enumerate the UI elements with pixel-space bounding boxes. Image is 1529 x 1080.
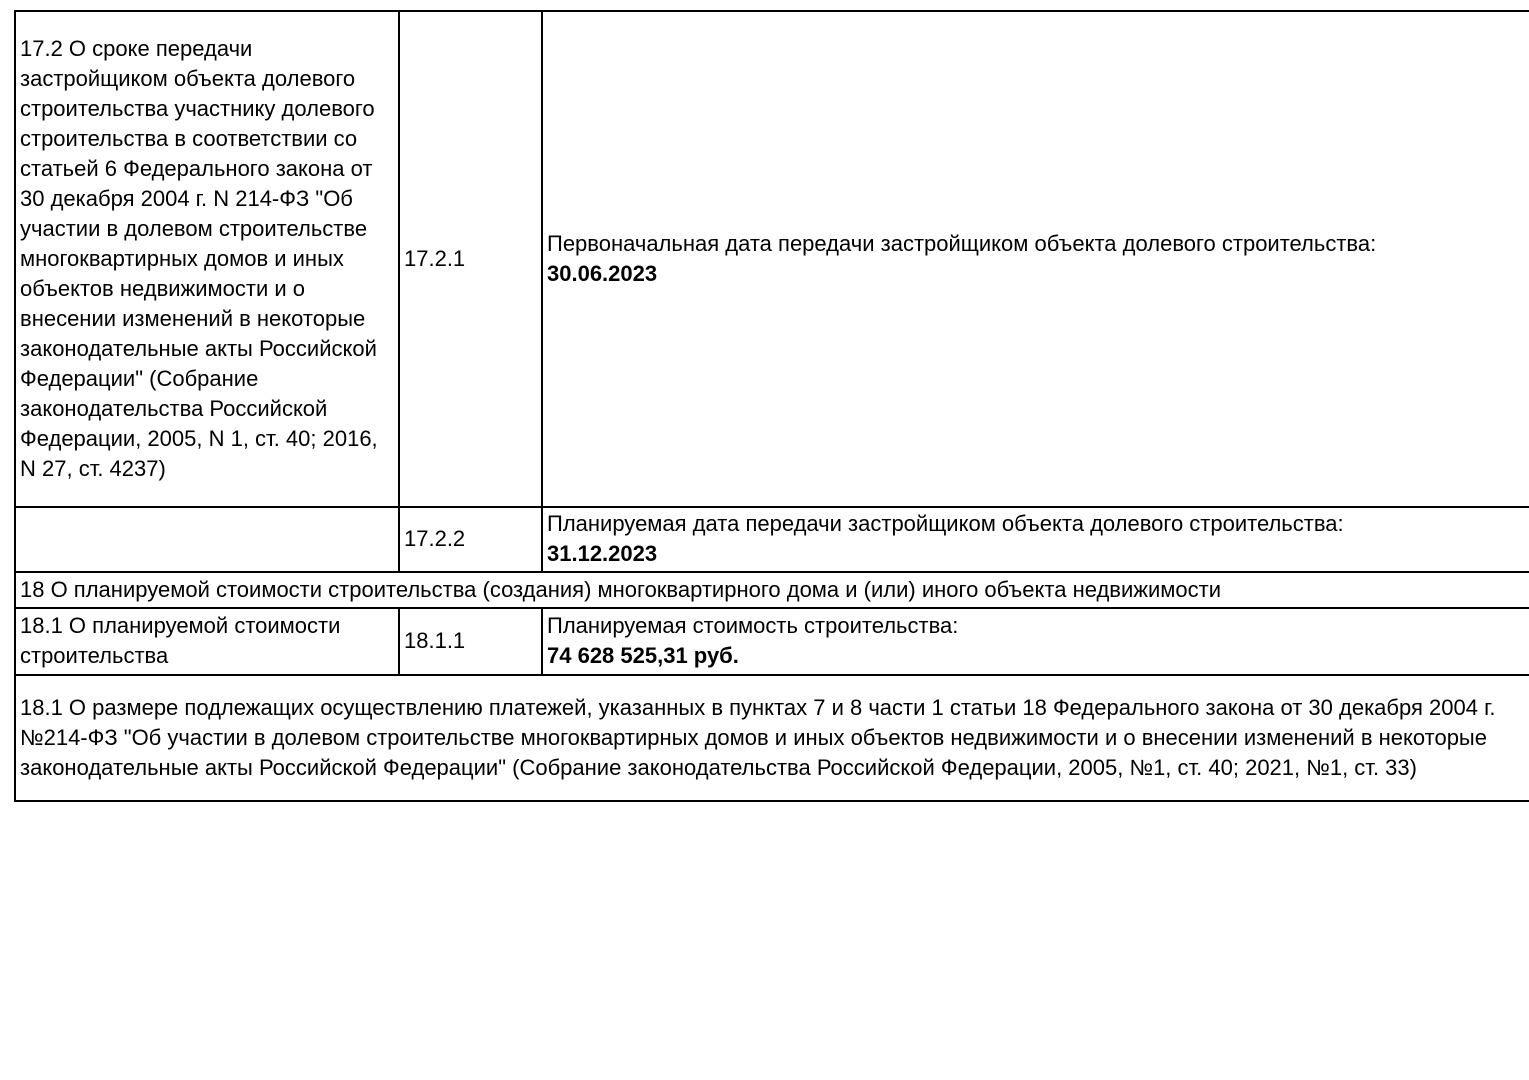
item-number-cell-17-2-2: 17.2.2 xyxy=(399,507,542,572)
field-value-initial-transfer-date: 30.06.2023 xyxy=(547,260,658,286)
item-number-cell-18-1-1: 18.1.1 xyxy=(399,608,542,675)
field-label-planned-cost: Планируемая стоимость строительства: xyxy=(547,613,959,638)
item-content-cell-17-2-2 xyxy=(542,507,1529,572)
item-content-cell-18-1-1 xyxy=(542,608,1529,675)
item-number-cell-17-2-1: 17.2.1 xyxy=(399,11,542,507)
section-18-header-cell: 18 О планируемой стоимости строительства (создания) многоквартирного дома и (или) иного объекта недвижимости xyxy=(15,572,1529,608)
table-row-section-18-1-note xyxy=(15,675,1529,801)
field-value-planned-transfer-date: 31.12.2023 xyxy=(547,541,658,566)
table-row-18-1 xyxy=(15,608,1529,675)
table-row-section-18 xyxy=(15,572,1529,608)
field-label-planned-transfer-date: Планируемая дата передачи застройщиком объекта долевого строительства: xyxy=(547,511,1344,536)
project-declaration-table xyxy=(14,10,1529,802)
field-label-initial-transfer-date: Первоначальная дата передачи застройщиком объекта долевого строительства: xyxy=(547,230,1377,256)
table-row-17-2 xyxy=(15,11,1529,507)
section-18-1-note-cell: 18.1 О размере подлежащих осуществлению платежей, указанных в пунктах 7 и 8 части 1 статьи 18 Федерального закона от 30 декабря 2004 г. №214-ФЗ "Об участии в долевом строительстве многоквартирных домов и иных объектов недвижимости и о внесении изменений в некоторые законодательные акты Российской Федерации" (Собрание законодательства Российской Федерации, 2005, №1, ст. 40; 2021, №1, ст. 33) xyxy=(15,675,1529,801)
section-description-cell-17-2: 17.2 О сроке передачи застройщиком объекта долевого строительства участнику долевого строительства в соответствии со статьей 6 Федерального закона от 30 декабря 2004 г. N 214-ФЗ "Об участии в долевом строительстве многоквартирных домов и иных объектов недвижимости и о внесении изменений в некоторые законодательные акты Российской Федерации" (Собрание законодательства Российской Федерации, 2005, N 1, ст. 40; 2016, N 27, ст. 4237) xyxy=(15,11,399,507)
item-content-cell-17-2-1 xyxy=(542,11,1529,507)
section-description-cell-18-1: 18.1 О планируемой стоимости строительства xyxy=(15,608,399,675)
table-row-17-2-2 xyxy=(15,507,1529,572)
field-value-planned-cost: 74 628 525,31 руб. xyxy=(547,643,739,668)
empty-cell xyxy=(15,507,399,572)
